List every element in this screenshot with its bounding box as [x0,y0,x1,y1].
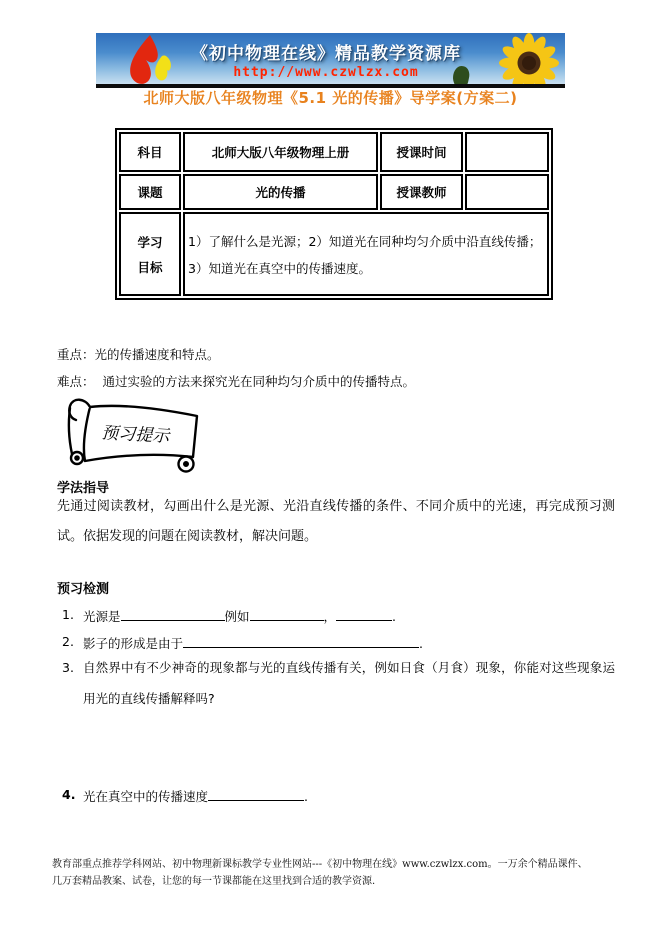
question-4 [62,787,308,805]
q4-end: . [304,789,308,804]
key-point-line: 重点：光的传播速度和特点。 [57,347,220,362]
sunflower-icon [497,33,561,88]
table-row-subject [119,132,549,172]
teach-time-label: 授课时间 [380,132,463,172]
q2-blank [183,635,419,648]
difficulty-line: 难点： 通过实验的方法来探究光在同种均匀介质中的传播特点。 [57,374,415,389]
site-title: 《初中物理在线》精品教学资源库 [191,44,461,64]
question-3 [62,652,615,714]
question-1-number: 1. [62,607,74,622]
question-4-number: 4. [62,787,76,802]
q4-blank [208,788,304,801]
q1-comma: ， [323,609,337,624]
teacher-value [465,174,549,210]
q2-end: . [419,636,423,651]
flame-logo-icon [120,34,178,86]
subject-label: 科目 [119,132,181,172]
q1-mid: 例如 [224,609,250,624]
question-3-number: 3. [62,660,74,675]
question-2-number: 2. [62,634,74,649]
scroll-banner-icon [57,395,209,479]
question-2-text [83,634,423,652]
footer-line-2: 几万套精品教案、试卷，让您的每一节课都能在这里找到合适的教学资源. [52,875,376,887]
teacher-label: 授课教师 [380,174,463,210]
topic-label: 课题 [119,174,181,210]
q4-pre: 光在真空中的传播速度 [83,789,209,804]
q1-pre: 光源是 [83,609,121,624]
q1-blank-1 [121,608,225,621]
question-1 [62,607,396,625]
q1-end: . [392,609,397,624]
topic-value: 光的传播 [183,174,378,210]
site-banner [96,33,565,88]
study-guide-heading: 学法指导 [57,481,110,496]
site-url: http://www.czwlzx.com [233,65,419,80]
banner-text-block [171,39,481,80]
study-guide-body: 先通过阅读教材，勾画出什么是光源、光沿直线传播的条件、不同介质中的光速，再完成预习测试。依据发现的问题在阅读教材，解决问题。 [57,499,615,544]
q2-pre: 影子的形成是由于 [83,636,184,651]
info-table [115,128,553,300]
question-3-text: 自然界中有不少神奇的现象都与光的直线传播有关，例如日食（月食）现象，你能对这些现象运用光的直线传播解释吗? [83,660,615,706]
table-row-topic [119,174,549,210]
footer [52,857,638,890]
footer-line-1: 教育部重点推荐学科网站、初中物理新课标教学专业性网站---《初中物理在线》www.czwlzx.com。一万余个精品课件、 [52,859,588,870]
objectives-label-line2: 目标 [137,259,163,275]
question-1-text [83,607,396,625]
subject-value: 北师大版八年级物理上册 [183,132,378,172]
pretest-heading: 预习检测 [57,582,110,597]
objectives-line1: 1）了解什么是光源；2）知道光在同种均匀介质中沿直线传播； [188,233,542,249]
q1-blank-3 [336,608,392,621]
objectives-content [183,212,549,296]
question-4-text [83,787,308,805]
teach-time-value [465,132,549,172]
objectives-label-line1: 学习 [137,234,163,250]
objectives-line2: 3）知道光在真空中的传播速度。 [188,260,371,276]
scroll-label: 预习提示 [100,423,170,447]
table-row-objectives [119,212,549,296]
document-title: 北师大版八年级物理《5.1 光的传播》导学案(方案二) [143,89,518,107]
objectives-label [119,212,181,296]
preview-hint-scroll [57,395,209,483]
q1-blank-2 [250,608,324,621]
question-2 [62,634,423,652]
